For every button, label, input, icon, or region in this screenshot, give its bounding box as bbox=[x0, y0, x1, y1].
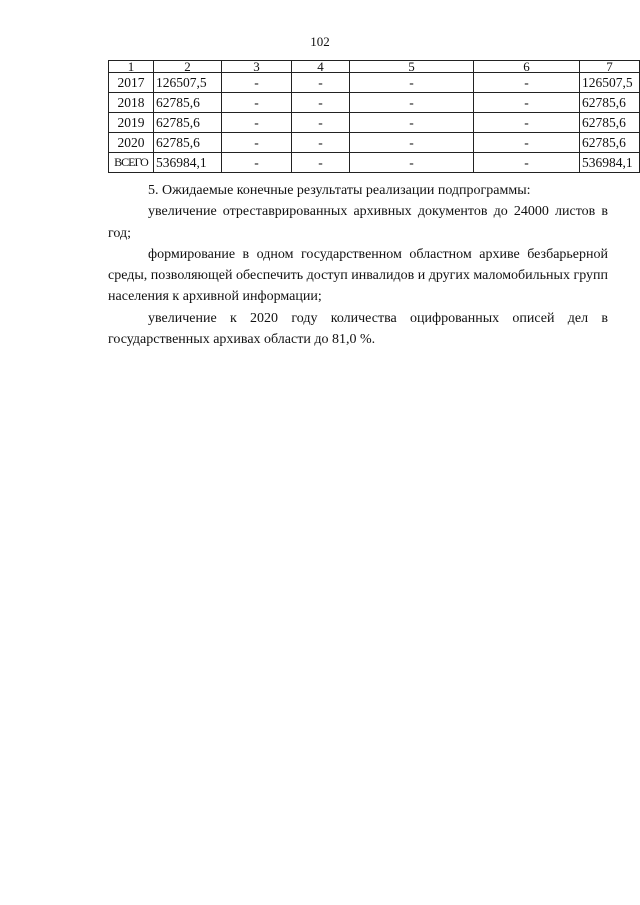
amount-cell: 62785,6 bbox=[154, 93, 222, 113]
column-header: 2 bbox=[154, 61, 222, 73]
page-number: 102 bbox=[310, 34, 330, 49]
empty-cell: - bbox=[474, 93, 580, 113]
empty-cell: - bbox=[292, 133, 350, 153]
empty-cell: - bbox=[350, 133, 474, 153]
empty-cell: - bbox=[222, 133, 292, 153]
empty-cell: - bbox=[474, 73, 580, 93]
result-item: формирование в одном государственном областном архиве безбарьерной среды, позволяющей обеспечить доступ инвалидов и других маломобильных групп населения к архивной информации; bbox=[108, 246, 608, 305]
empty-cell: - bbox=[222, 113, 292, 133]
empty-cell: - bbox=[350, 113, 474, 133]
year-cell: 2018 bbox=[109, 93, 154, 113]
empty-cell: - bbox=[222, 153, 292, 173]
empty-cell: - bbox=[474, 133, 580, 153]
column-header: 5 bbox=[350, 61, 474, 73]
table-total-row bbox=[109, 153, 640, 173]
amount-cell: 536984,1 bbox=[154, 153, 222, 173]
result-item: увеличение к 2020 году количества оцифрованных описей дел в государственных архивах области до 81,0 %. bbox=[108, 310, 608, 348]
empty-cell: - bbox=[474, 113, 580, 133]
funding-table bbox=[108, 60, 640, 173]
total-amount-cell: 126507,5 bbox=[580, 73, 640, 93]
year-cell: 2017 bbox=[109, 73, 154, 93]
table-header-row bbox=[109, 61, 640, 73]
table-row bbox=[109, 133, 640, 153]
empty-cell: - bbox=[292, 93, 350, 113]
total-amount-cell: 62785,6 bbox=[580, 93, 640, 113]
empty-cell: - bbox=[350, 73, 474, 93]
year-cell: 2020 bbox=[109, 133, 154, 153]
total-amount-cell: 536984,1 bbox=[580, 153, 640, 173]
year-cell: 2019 bbox=[109, 113, 154, 133]
table-row bbox=[109, 93, 640, 113]
column-header: 3 bbox=[222, 61, 292, 73]
table-row bbox=[109, 73, 640, 93]
result-item: увеличение отреставрированных архивных документов до 24000 листов в год; bbox=[108, 204, 608, 241]
column-header: 6 bbox=[474, 61, 580, 73]
results-section bbox=[108, 180, 608, 350]
amount-cell: 126507,5 bbox=[154, 73, 222, 93]
total-label-cell: ВСЕГО bbox=[109, 153, 154, 173]
empty-cell: - bbox=[222, 93, 292, 113]
empty-cell: - bbox=[292, 153, 350, 173]
empty-cell: - bbox=[474, 153, 580, 173]
column-header: 4 bbox=[292, 61, 350, 73]
empty-cell: - bbox=[292, 113, 350, 133]
empty-cell: - bbox=[350, 93, 474, 113]
amount-cell: 62785,6 bbox=[154, 113, 222, 133]
total-amount-cell: 62785,6 bbox=[580, 113, 640, 133]
empty-cell: - bbox=[222, 73, 292, 93]
empty-cell: - bbox=[350, 153, 474, 173]
amount-cell: 62785,6 bbox=[154, 133, 222, 153]
total-amount-cell: 62785,6 bbox=[580, 133, 640, 153]
column-header: 7 bbox=[580, 61, 640, 73]
column-header: 1 bbox=[109, 61, 154, 73]
empty-cell: - bbox=[292, 73, 350, 93]
section-heading: 5. Ожидаемые конечные результаты реализации подпрограммы: bbox=[148, 183, 531, 198]
table-row bbox=[109, 113, 640, 133]
